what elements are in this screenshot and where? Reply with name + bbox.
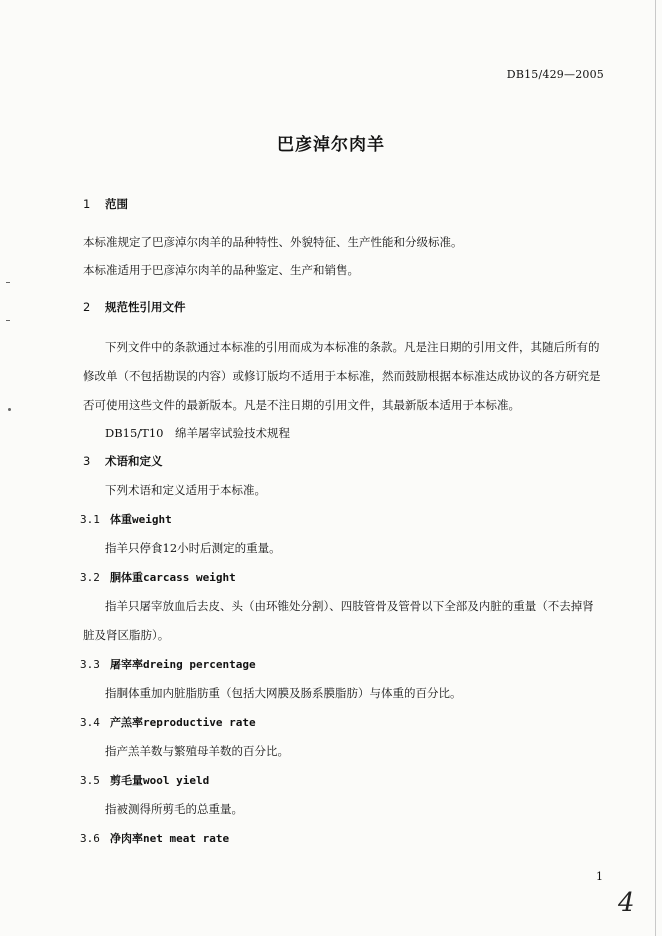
section-3-heading (83, 453, 163, 469)
section-title: 范围 (105, 197, 128, 211)
term-heading (80, 772, 209, 788)
term-number: 3.4 (80, 716, 100, 729)
section-title: 规范性引用文件 (105, 300, 186, 314)
scan-speck (6, 282, 10, 283)
term-number: 3.5 (80, 774, 100, 787)
term-heading (80, 714, 256, 730)
section-number: 2 (83, 300, 91, 314)
reference-item: DB15/T10 绵羊屠宰试验技术规程 (105, 426, 290, 440)
section-number: 3 (83, 454, 91, 468)
section-2-heading (83, 299, 186, 315)
term-heading (80, 656, 256, 672)
term-title: 剪毛量wool yield (110, 774, 210, 787)
references-line-1: 下列文件中的条款通过本标准的引用而成为本标准的条款。凡是注日期的引用文件，其随后所有的 (105, 340, 600, 354)
page-number: 1 (596, 870, 603, 883)
term-title: 体重weight (110, 513, 172, 526)
term-definition: 指胴体重加内脏脂肪重（包括大网膜及肠系膜脂肪）与体重的百分比。 (105, 686, 462, 700)
section-1-heading (83, 196, 128, 212)
term-number: 3.6 (80, 832, 100, 845)
term-number: 3.2 (80, 571, 100, 584)
term-definition-continued: 脏及肾区脂肪）。 (83, 628, 170, 642)
scope-paragraph-1: 本标准规定了巴彦淖尔肉羊的品种特性、外貌特征、生产性能和分级标准。 (83, 235, 463, 249)
terms-intro: 下列术语和定义适用于本标准。 (105, 483, 266, 497)
term-number: 3.1 (80, 513, 100, 526)
term-heading (80, 569, 236, 585)
document-title: 巴彦淖尔肉羊 (277, 135, 385, 155)
term-heading (80, 511, 172, 527)
term-heading (80, 830, 229, 846)
term-title: 产羔率reproductive rate (110, 716, 256, 729)
term-title: 屠宰率dreing percentage (110, 658, 256, 671)
handwritten-page-mark: 4 (618, 888, 635, 918)
page-edge-line (655, 0, 656, 936)
references-line-2: 修改单（不包括勘误的内容）或修订版均不适用于本标准，然而鼓励根据本标准达成协议的各方研究是 (83, 369, 601, 383)
term-definition: 指产羔羊数与繁殖母羊数的百分比。 (105, 744, 289, 758)
term-number: 3.3 (80, 658, 100, 671)
section-title: 术语和定义 (105, 454, 163, 468)
scan-speck (8, 408, 11, 411)
term-title: 胴体重carcass weight (110, 571, 236, 584)
term-title: 净肉率net meat rate (110, 832, 230, 845)
scope-paragraph-2: 本标准适用于巴彦淖尔肉羊的品种鉴定、生产和销售。 (83, 263, 359, 277)
standard-number: DB15/429—2005 (506, 68, 604, 81)
term-definition: 指羊只停食12小时后测定的重量。 (105, 541, 281, 555)
term-definition: 指羊只屠宰放血后去皮、头（由环锥处分割）、四肢管骨及管骨以下全部及内脏的重量（不去掉肾 (105, 599, 594, 613)
scan-speck (6, 320, 10, 321)
references-line-3: 否可使用这些文件的最新版本。凡是不注日期的引用文件，其最新版本适用于本标准。 (83, 398, 520, 412)
section-number: 1 (83, 197, 91, 211)
term-definition: 指被测得所剪毛的总重量。 (105, 802, 243, 816)
